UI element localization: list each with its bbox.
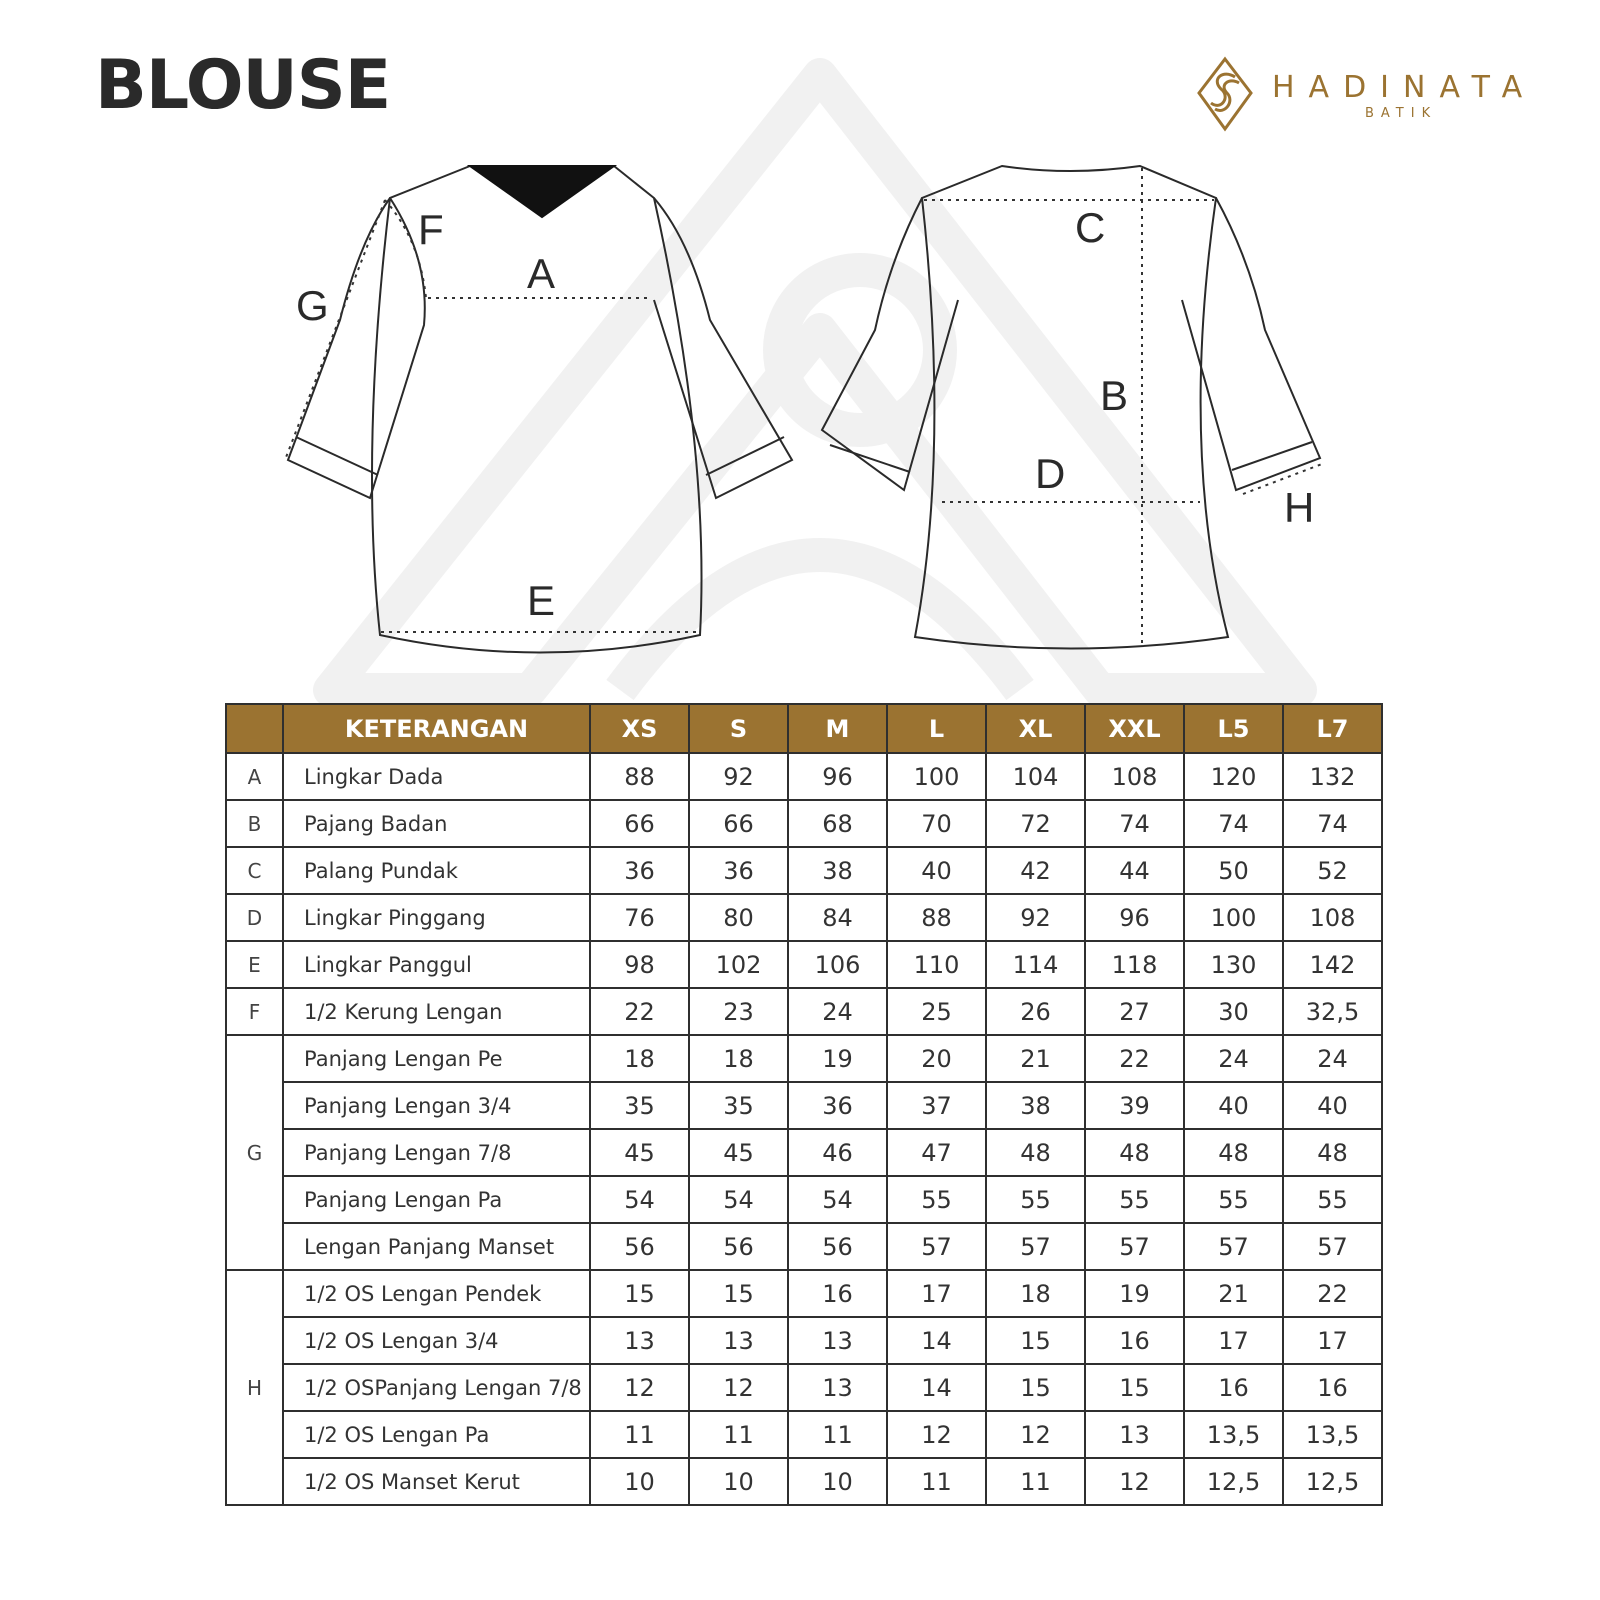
- size-value-cell: 56: [590, 1223, 689, 1270]
- size-value-cell: 22: [590, 988, 689, 1035]
- label-h: H: [1284, 484, 1315, 531]
- size-value-cell: 11: [986, 1458, 1085, 1505]
- table-row: [226, 753, 1382, 800]
- size-value-cell: 12: [1085, 1458, 1184, 1505]
- size-value-cell: 50: [1184, 847, 1283, 894]
- size-value-cell: 106: [788, 941, 887, 988]
- size-value-cell: 98: [590, 941, 689, 988]
- table-row: [226, 894, 1382, 941]
- size-value-cell: 11: [689, 1411, 788, 1458]
- size-value-cell: 132: [1283, 753, 1382, 800]
- size-value-cell: 57: [1085, 1223, 1184, 1270]
- size-value-cell: 110: [887, 941, 986, 988]
- size-value-cell: 56: [788, 1223, 887, 1270]
- table-row: [226, 1458, 1382, 1505]
- table-row: [226, 847, 1382, 894]
- size-value-cell: 74: [1085, 800, 1184, 847]
- size-value-cell: 66: [590, 800, 689, 847]
- size-value-cell: 76: [590, 894, 689, 941]
- size-value-cell: 25: [887, 988, 986, 1035]
- size-value-cell: 16: [1283, 1364, 1382, 1411]
- header-size: XXL: [1085, 704, 1184, 753]
- row-description: 1/2 Kerung Lengan: [283, 988, 590, 1035]
- row-description: 1/2 OS Lengan Pendek: [283, 1270, 590, 1317]
- size-value-cell: 100: [1184, 894, 1283, 941]
- size-value-cell: 17: [1283, 1317, 1382, 1364]
- size-value-cell: 14: [887, 1364, 986, 1411]
- size-value-cell: 52: [1283, 847, 1382, 894]
- row-code: G: [226, 1035, 283, 1270]
- row-code: A: [226, 753, 283, 800]
- row-description: Lingkar Panggul: [283, 941, 590, 988]
- size-value-cell: 84: [788, 894, 887, 941]
- size-value-cell: 24: [788, 988, 887, 1035]
- row-description: Lingkar Pinggang: [283, 894, 590, 941]
- size-value-cell: 11: [887, 1458, 986, 1505]
- size-value-cell: 22: [1085, 1035, 1184, 1082]
- size-value-cell: 13,5: [1283, 1411, 1382, 1458]
- size-value-cell: 47: [887, 1129, 986, 1176]
- label-a: A: [527, 250, 556, 297]
- size-value-cell: 12: [887, 1411, 986, 1458]
- size-value-cell: 30: [1184, 988, 1283, 1035]
- size-value-cell: 15: [1085, 1364, 1184, 1411]
- row-description: 1/2 OS Lengan Pa: [283, 1411, 590, 1458]
- row-description: 1/2 OS Manset Kerut: [283, 1458, 590, 1505]
- table-row: [226, 1035, 1382, 1082]
- size-value-cell: 16: [1085, 1317, 1184, 1364]
- size-value-cell: 11: [788, 1411, 887, 1458]
- size-value-cell: 57: [1184, 1223, 1283, 1270]
- table-row: [226, 1364, 1382, 1411]
- size-value-cell: 15: [986, 1317, 1085, 1364]
- header-size: M: [788, 704, 887, 753]
- size-value-cell: 66: [689, 800, 788, 847]
- brand-subtitle: BATIK: [1365, 106, 1438, 121]
- header-keterangan: KETERANGAN: [283, 704, 590, 753]
- size-value-cell: 114: [986, 941, 1085, 988]
- row-code: E: [226, 941, 283, 988]
- row-code: F: [226, 988, 283, 1035]
- size-value-cell: 13: [689, 1317, 788, 1364]
- row-description: Pajang Badan: [283, 800, 590, 847]
- header-size: XL: [986, 704, 1085, 753]
- size-value-cell: 96: [1085, 894, 1184, 941]
- size-value-cell: 70: [887, 800, 986, 847]
- label-g: G: [296, 282, 329, 329]
- size-value-cell: 55: [1283, 1176, 1382, 1223]
- size-value-cell: 108: [1283, 894, 1382, 941]
- size-value-cell: 38: [986, 1082, 1085, 1129]
- size-value-cell: 100: [887, 753, 986, 800]
- table-row: [226, 1176, 1382, 1223]
- size-value-cell: 45: [590, 1129, 689, 1176]
- size-value-cell: 12,5: [1184, 1458, 1283, 1505]
- brand-name: HADINATA: [1272, 70, 1537, 105]
- size-value-cell: 92: [689, 753, 788, 800]
- size-value-cell: 130: [1184, 941, 1283, 988]
- size-value-cell: 10: [689, 1458, 788, 1505]
- table-row: [226, 988, 1382, 1035]
- row-code: H: [226, 1270, 283, 1505]
- size-value-cell: 74: [1184, 800, 1283, 847]
- row-description: Panjang Lengan 7/8: [283, 1129, 590, 1176]
- size-value-cell: 20: [887, 1035, 986, 1082]
- size-value-cell: 56: [689, 1223, 788, 1270]
- row-description: 1/2 OS Lengan 3/4: [283, 1317, 590, 1364]
- size-value-cell: 19: [1085, 1270, 1184, 1317]
- size-value-cell: 15: [689, 1270, 788, 1317]
- page-title: BLOUSE: [95, 46, 391, 125]
- size-value-cell: 26: [986, 988, 1085, 1035]
- size-value-cell: 12: [689, 1364, 788, 1411]
- row-code: D: [226, 894, 283, 941]
- size-value-cell: 16: [1184, 1364, 1283, 1411]
- header-size: L5: [1184, 704, 1283, 753]
- size-value-cell: 10: [590, 1458, 689, 1505]
- size-value-cell: 36: [689, 847, 788, 894]
- size-value-cell: 68: [788, 800, 887, 847]
- size-value-cell: 12: [590, 1364, 689, 1411]
- size-value-cell: 13: [1085, 1411, 1184, 1458]
- table-row: [226, 1317, 1382, 1364]
- size-value-cell: 17: [1184, 1317, 1283, 1364]
- label-d: D: [1035, 450, 1066, 497]
- size-value-cell: 12: [986, 1411, 1085, 1458]
- size-value-cell: 44: [1085, 847, 1184, 894]
- header-size: XS: [590, 704, 689, 753]
- header-size: L: [887, 704, 986, 753]
- size-value-cell: 57: [1283, 1223, 1382, 1270]
- row-description: Palang Pundak: [283, 847, 590, 894]
- row-description: 1/2 OSPanjang Lengan 7/8: [283, 1364, 590, 1411]
- blouse-back-drawing: [822, 166, 1320, 649]
- size-value-cell: 27: [1085, 988, 1184, 1035]
- size-value-cell: 54: [689, 1176, 788, 1223]
- size-value-cell: 12,5: [1283, 1458, 1382, 1505]
- size-value-cell: 45: [689, 1129, 788, 1176]
- size-value-cell: 11: [590, 1411, 689, 1458]
- row-code: B: [226, 800, 283, 847]
- size-value-cell: 108: [1085, 753, 1184, 800]
- size-value-cell: 21: [986, 1035, 1085, 1082]
- size-value-cell: 13,5: [1184, 1411, 1283, 1458]
- size-value-cell: 48: [1283, 1129, 1382, 1176]
- size-value-cell: 13: [788, 1317, 887, 1364]
- table-row: [226, 1082, 1382, 1129]
- table-row: [226, 941, 1382, 988]
- size-value-cell: 55: [887, 1176, 986, 1223]
- size-value-cell: 32,5: [1283, 988, 1382, 1035]
- v-neckline-icon: [470, 166, 614, 217]
- row-description: Lingkar Dada: [283, 753, 590, 800]
- label-f: F: [418, 206, 444, 253]
- header-size: L7: [1283, 704, 1382, 753]
- size-value-cell: 23: [689, 988, 788, 1035]
- size-value-cell: 38: [788, 847, 887, 894]
- size-value-cell: 46: [788, 1129, 887, 1176]
- size-value-cell: 88: [590, 753, 689, 800]
- size-chart-table: [225, 703, 1383, 1506]
- table-row: [226, 1129, 1382, 1176]
- size-value-cell: 21: [1184, 1270, 1283, 1317]
- label-e: E: [527, 577, 556, 624]
- size-value-cell: 40: [887, 847, 986, 894]
- size-value-cell: 18: [590, 1035, 689, 1082]
- size-value-cell: 102: [689, 941, 788, 988]
- size-value-cell: 24: [1283, 1035, 1382, 1082]
- size-value-cell: 74: [1283, 800, 1382, 847]
- size-value-cell: 24: [1184, 1035, 1283, 1082]
- size-value-cell: 40: [1283, 1082, 1382, 1129]
- size-value-cell: 18: [689, 1035, 788, 1082]
- table-row: [226, 1411, 1382, 1458]
- size-value-cell: 39: [1085, 1082, 1184, 1129]
- row-code: C: [226, 847, 283, 894]
- size-value-cell: 48: [1184, 1129, 1283, 1176]
- size-value-cell: 55: [1085, 1176, 1184, 1223]
- size-value-cell: 37: [887, 1082, 986, 1129]
- size-value-cell: 104: [986, 753, 1085, 800]
- size-value-cell: 120: [1184, 753, 1283, 800]
- size-value-cell: 55: [986, 1176, 1085, 1223]
- size-value-cell: 15: [986, 1364, 1085, 1411]
- size-value-cell: 142: [1283, 941, 1382, 988]
- size-value-cell: 36: [788, 1082, 887, 1129]
- table-row: [226, 1223, 1382, 1270]
- size-value-cell: 88: [887, 894, 986, 941]
- size-value-cell: 10: [788, 1458, 887, 1505]
- size-value-cell: 92: [986, 894, 1085, 941]
- size-value-cell: 13: [590, 1317, 689, 1364]
- size-value-cell: 17: [887, 1270, 986, 1317]
- header-size: S: [689, 704, 788, 753]
- size-value-cell: 80: [689, 894, 788, 941]
- table-header-row: [226, 704, 1382, 753]
- size-value-cell: 35: [689, 1082, 788, 1129]
- table-row: [226, 1270, 1382, 1317]
- size-value-cell: 42: [986, 847, 1085, 894]
- row-description: Panjang Lengan 3/4: [283, 1082, 590, 1129]
- row-description: Panjang Lengan Pe: [283, 1035, 590, 1082]
- size-value-cell: 72: [986, 800, 1085, 847]
- size-value-cell: 54: [590, 1176, 689, 1223]
- size-value-cell: 16: [788, 1270, 887, 1317]
- size-value-cell: 48: [986, 1129, 1085, 1176]
- size-value-cell: 48: [1085, 1129, 1184, 1176]
- row-description: Lengan Panjang Manset: [283, 1223, 590, 1270]
- row-description: Panjang Lengan Pa: [283, 1176, 590, 1223]
- size-value-cell: 15: [590, 1270, 689, 1317]
- size-value-cell: 55: [1184, 1176, 1283, 1223]
- table-row: [226, 800, 1382, 847]
- size-value-cell: 18: [986, 1270, 1085, 1317]
- size-value-cell: 40: [1184, 1082, 1283, 1129]
- label-c: C: [1075, 204, 1106, 251]
- size-value-cell: 57: [986, 1223, 1085, 1270]
- size-value-cell: 118: [1085, 941, 1184, 988]
- size-value-cell: 22: [1283, 1270, 1382, 1317]
- size-value-cell: 35: [590, 1082, 689, 1129]
- size-value-cell: 96: [788, 753, 887, 800]
- size-value-cell: 13: [788, 1364, 887, 1411]
- size-value-cell: 54: [788, 1176, 887, 1223]
- size-value-cell: 14: [887, 1317, 986, 1364]
- label-b: B: [1100, 372, 1129, 419]
- header-code: [226, 704, 283, 753]
- size-value-cell: 19: [788, 1035, 887, 1082]
- size-value-cell: 36: [590, 847, 689, 894]
- garment-diagram: [0, 0, 1600, 700]
- size-value-cell: 57: [887, 1223, 986, 1270]
